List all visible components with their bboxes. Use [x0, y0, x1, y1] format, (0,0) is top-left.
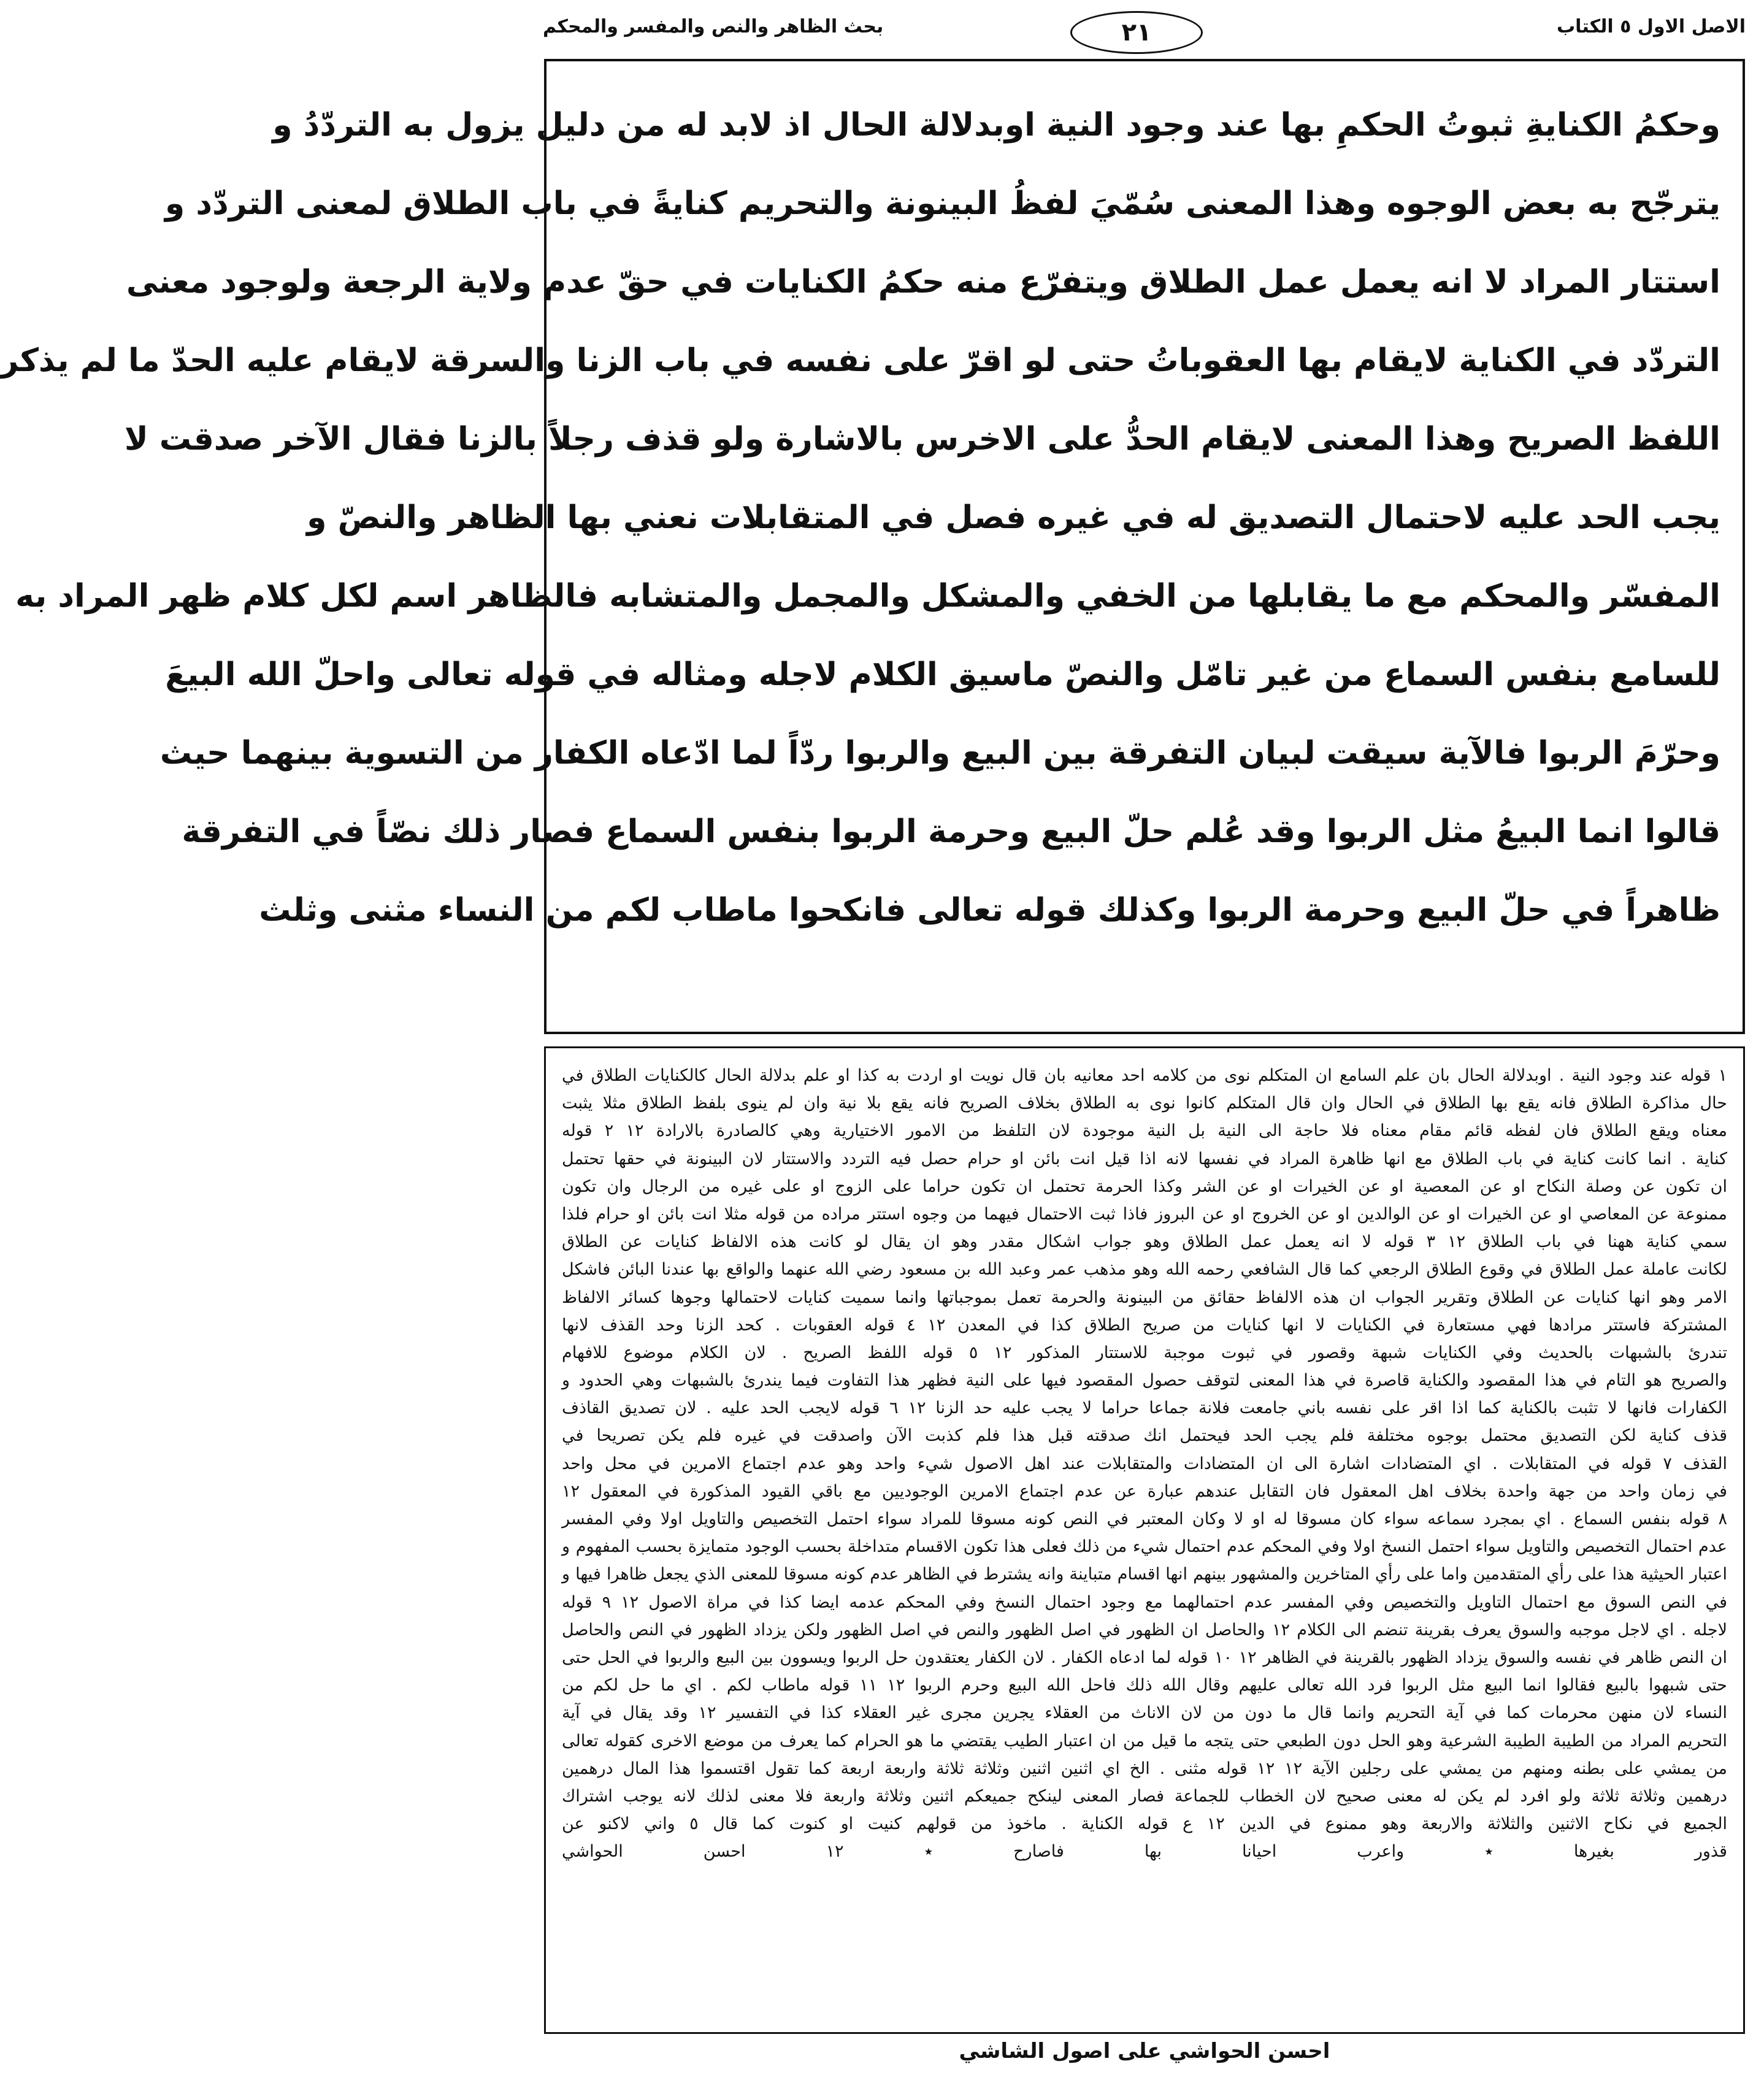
footnote-line: ان النص ظاهر في نفسه والسوق يزداد الظهور بالقرينة في الظاهر ١٢ ١٠ قوله لما ادعاه الكفار . لان الكفار يعتقدون حل الربوا ويسوون بين البيع والربوا في الحل حتى — [562, 1648, 1727, 1667]
page-number: ٢١ — [1070, 11, 1203, 54]
footnote-line: الكفارات فانها لا تثبت بالكناية كما اذا اقر على نفسه باني جامعت فلانة جماعا حراما لا يجب عليه حد الزنا ١٢ ٦ قوله لايجب الحد عليه . لان تصديق القاذف — [562, 1398, 1727, 1418]
main-text-line: للسامع بنفس السماع من غير تامّل والنصّ ماسيق الكلام لاجله ومثاله في قوله تعالى واحلّ الله البيعَ — [165, 656, 1720, 693]
book-signature: احسن الحواشي على اصول الشاشي — [959, 2039, 1330, 2063]
footnote-line: اعتبار الحيثية هذا على رأي المتقدمين واما على رأي المتاخرين والمشهور بينهم انها اقسام متباينة وانه يشترط في الظاهر عدم كونه مسوقا للمعنى الذي يجعل ظاهرا فيها و — [562, 1565, 1727, 1584]
footnote-line: الامر وهو انها كنايات عن الطلاق وتقرير الجواب ان هذه الالفاظ حقائق من البينونة والحرمة تعمل بموجباتها وانما سميت كنايات لاحتمالها وجوها كسائر الالفاظ — [562, 1287, 1727, 1307]
main-text-line: استتار المراد لا انه يعمل عمل الطلاق ويتفرّع منه حكمُ الكنايات في حقّ عدم ولاية الرجعة ولوجود معنى — [126, 264, 1720, 301]
main-text-line: يجب الحد عليه لاحتمال التصديق له في غيره فصل في المتقابلات نعني بها الظاهر والنصّ و — [307, 499, 1720, 536]
main-text-line: التردّد في الكناية لايقام بها العقوباتُ حتى لو اقرّ على نفسه في باب الزنا والسرقة لايقام عليه الحدّ ما لم يذكر — [0, 342, 1720, 379]
footnote-line: سمي كناية ههنا في باب الطلاق ١٢ ٣ قوله لا انه يعمل عمل الطلاق وهو جواب اشكال مقدر وهو ان يقال لو كانت هذه الالفاظ كنايات عن الطلاق — [562, 1232, 1728, 1252]
footnote-line: والصريح هو التام في هذا المقصود والكناية قاصرة في هذا المعنى لتوقف حصول المقصود فيها على النية فظهر هذا التفاوت فيما يندرئ بالشبهات وهي الحدود و — [562, 1371, 1727, 1391]
main-text-line: يترجّح به بعض الوجوه وهذا المعنى سُمّيَ لفظُ البينونة والتحريم كنايةً في باب الطلاق لمعنى التردّد و — [164, 185, 1720, 222]
footnote-line: ٨ قوله بنفس السماع . اي بمجرد سماعه سواء كان مسوقا له او لا وكان المعتبر في النص كونه مسوقا للمراد سواء احتمل التخصيص والتاويل اولا وفي المفسر — [562, 1510, 1727, 1529]
footnote-line: عدم احتمال التخصيص والتاويل سواء احتمل النسخ اولا وفي المحكم عدم احتمال شيء من ذلك فعلى هذا تكون الاقسام متداخلة بحسب الوجود متمايزة بحسب المفهوم و — [562, 1537, 1727, 1557]
main-text-line: ظاهراً في حلّ البيع وحرمة الربوا وكذلك قوله تعالى فانكحوا ماطاب لكم من النساء مثنى وثلث — [259, 892, 1720, 929]
footnote-line: المشتركة فاستتر مرادها فهي مستعارة في الكنايات لا انها كنايات من صريح الطلاق كذا في المعدن ١٢ ٤ قوله العقوبات . كحد الزنا وحد القذف لانها — [562, 1315, 1727, 1335]
footnote-line: حتى شبهوا بالبيع فقالوا انما البيع مثل الربوا فرد الله تعالى عليهم وقال الله ذلك فاحل الله البيع وحرم الربوا ١٢ ١١ قوله ماطاب لكم . اي ما حل لكم من — [562, 1676, 1727, 1695]
main-text-box — [0, 59, 1745, 1034]
main-text-line: وحرّمَ الربوا فالآية سيقت لبيان التفرقة بين البيع والربوا ردّاً لما ادّعاه الكفار من التسوية بينهما حيث — [159, 735, 1720, 772]
footnote-line: النساء لان منهن محرمات كما في آية التحريم وانما قال ما دون من لان الاناث من العقلاء يجرين مجرى غير العقلاء كذا في التفسير ١٢ وقد يقال في آية — [562, 1703, 1727, 1723]
book-page — [0, 10, 1752, 2073]
footnote-line: ممنوعة عن المعاصي او عن الخيرات او عن الوالدين او عن الخروج او عن البروز فاذا ثبت الاحتمال فيهما من وجوه استتر مراده من قوله مثلا انت بائن او حرام فلذا — [562, 1204, 1727, 1224]
footnote-line: من يمشي على بطنه ومنهم من يمشي على رجلين الآية ١٢ ١٢ قوله مثنى . الخ اي اثنين اثنين وثلاثة ثلاثة واربعة اربعة كما تقول اقتسموا هذا المال درهمين — [562, 1759, 1728, 1778]
footnote-line: القذف ٧ قوله في المتقابلات . اي المتضادات اشارة الى ان المتضادات والمتقابلات عند اهل الاصول شيء واحد وهو عدم اجتماع الامرين في محل واحد — [562, 1454, 1727, 1473]
page-header — [537, 10, 1752, 55]
footnote-line: معناه ويقع الطلاق فان لفظه قائم مقام معناه فلا حاجة الى النية بل النية موجودة لان التلفظ من الامور الاختيارية وهي كالصادرة بالارادة ١٢ ٢ قوله — [562, 1121, 1728, 1141]
footnote-line: التحريم المراد من الطيبة الطيبة الشرعية وهو الحل دون الطبعي حتى يتجه ما قيل من ان اعتبار الطيب يقتضي ما هو الحرام كما يعرف من موضع الاخرى كقوله تعالى — [562, 1731, 1727, 1751]
main-text-line: وحكمُ الكنايةِ ثبوتُ الحكمِ بها عند وجود النية اوبدلالة الحال اذ لابد له من دليل يزول به التردّدُ و — [272, 107, 1720, 144]
section-title: بحث الظاهر والنص والمفسر والمحكم — [543, 16, 884, 37]
footnote-line: ان تكون عن وصلة النكاح او عن المعصية او عن الخيرات او عن الشر وكذا الحرمة تحتمل ان تكون حراما على الزوج او على غيره من الرجال وان تكون — [562, 1176, 1727, 1196]
footnote-line: كناية . انما كانت كناية في باب الطلاق مع انها ظاهرة المراد في نفسها لانه اذا قيل انت بائن او حرام حصل فيه التردد والاستتار لان البينونة في حقها تحتمل — [562, 1149, 1727, 1168]
footnote-line: قذور بغيرها ٭ واعرب احيانا بها فاصارح ٭ ١٢ احسن الحواشي — [562, 1842, 1727, 1862]
main-text-line: اللفظ الصريح وهذا المعنى لايقام الحدُّ على الاخرس بالاشارة ولو قذف رجلاً بالزنا فقال الآخر صدقت لا — [124, 421, 1720, 458]
footnote-line: لكانت عاملة عمل الطلاق في وقوع الطلاق الرجعي كما قال الشافعي رحمه الله وهو مذهب عمر وعبد الله بن مسعود رضي الله عنهما والواقع بها عندنا البائن فاشكل — [562, 1260, 1727, 1279]
main-text-line: قالوا انما البيعُ مثل الربوا وقد عُلم حلّ البيع وحرمة الربوا بنفس السماع فصار ذلك نصّاً في التفرقة — [182, 813, 1720, 850]
footnote-line: لاجله . اي لاجل موجبه والسوق يعرف بقرينة تنضم الى الكلام ١٢ والحاصل ان الظهور في اصل الظهور والنص في اصل الظهور ولكن يزداد الظهور في النص والحاصل — [562, 1620, 1727, 1640]
footnote-line: قذف كناية لكن التصديق محتمل بوجوه مختلفة فلم يجب الحد فيحتمل انك صدقته قبل هذا فلم كذبت الآن واصدقت في غيره فلم يكن تصريحا في — [562, 1426, 1727, 1446]
footnotes-box — [544, 1046, 1745, 2034]
footnote-line: حال مذاكرة الطلاق فانه يقع بها الطلاق في الحال وان قال المتكلم كانوا نوى به الطلاق بخلاف الصريح فانه يقع بلا نية وان لم ينوى بلفظ الطلاق مثلا يثبت — [562, 1094, 1727, 1113]
footnote-line: تندرئ بالشبهات بالحديث وفي الكنايات شبهة وقصور في ثبوت موجبة للاستتار المذكور ١٢ ٥ قوله اللفظ الصريح . لان الكلام موضوع للافهام — [562, 1343, 1727, 1362]
footnote-line — [562, 1865, 1727, 1893]
main-text-line: المفسّر والمحكم مع ما يقابلها من الخفي والمشكل والمجمل والمتشابه فالظاهر اسم لكل كلام ظهر المراد به — [15, 578, 1720, 615]
chapter-title: الاصل الاول ٥ الكتاب — [1557, 16, 1746, 37]
footnote-line: ١ قوله عند وجود النية . اوبدلالة الحال بان علم السامع ان المتكلم نوى من كلامه احد معانيه بان قال نويت او اردت به كذا او علم بدلالة الحال كالكنايات الطلاق في — [562, 1066, 1727, 1085]
footnote-line: درهمين وثلاثة ثلاثة ولو افرد لم يكن له معنى صحيح لان الخطاب للجماعة فصار المعنى لينكح جميعكم اثنين وثلاثة واربعة فلا معنى لذلك لانه يوجب اشتراك — [562, 1786, 1727, 1806]
footnote-line: في النص السوق مع احتمال التاويل والتخصيص وفي المفسر عدم احتمالهما مع وجود احتمال النسخ وفي المحكم عدمه ايضا كذا في مراة الاصول ١٢ ٩ قوله — [562, 1592, 1728, 1612]
footnote-line: في زمان واحد من جهة واحدة بخلاف اهل المعقول فان التقابل عندهم عبارة عن عدم اجتماع الامرين الوجوديين مع باقي القيود المذكورة في المعقول ١٢ — [562, 1481, 1727, 1501]
footnote-line: الجميع في نكاح الاثنين والثلاثة والاربعة وهو ممنوع في الدين ١٢ ع قوله الكناية . ماخوذ من قولهم كنيت او كنوت كما قال ٥ واني لاكنو عن — [562, 1814, 1727, 1834]
